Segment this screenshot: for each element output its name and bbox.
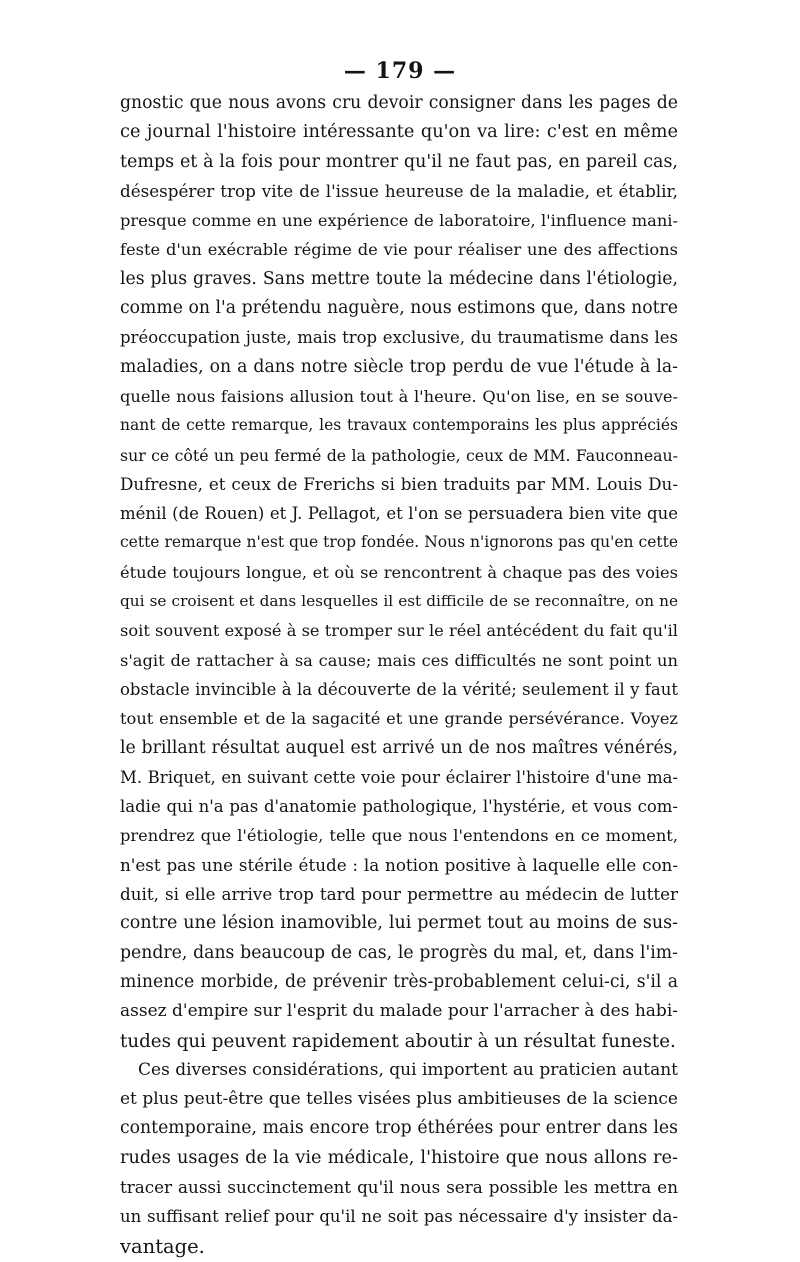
- text-line: préoccupation juste, mais trop exclusive, du traumatisme dans les: [120, 328, 678, 348]
- text-line: tracer aussi succinctement qu'il nous sera possible les mettra en: [120, 1176, 678, 1197]
- text-line: cette remarque n'est que trop fondée. Nous n'ignorons pas qu'en cette: [120, 533, 678, 552]
- text-line: maladies, on a dans notre siècle trop perdu de vue l'étude à la-: [120, 356, 678, 377]
- text-line: ménil (de Rouen) et J. Pellagot, et l'on se persuadera bien vite que: [120, 504, 678, 524]
- text-line: contemporaine, mais encore trop éthérées pour entrer dans les: [120, 1118, 678, 1139]
- text-line: qui se croisent et dans lesquelles il est difficile de se reconnaître, on ne: [120, 592, 678, 611]
- text-line: étude toujours longue, et où se rencontrent à chaque pas des voies: [120, 562, 678, 582]
- text-line: gnostic que nous avons cru devoir consigner dans les pages de: [120, 93, 678, 113]
- text-line: désespérer trop vite de l'issue heureuse de la maladie, et établir,: [120, 180, 678, 201]
- text-line: n'est pas une stérile étude : la notion positive à laquelle elle con-: [120, 854, 678, 875]
- text-line: presque comme en une expérience de laboratoire, l'influence mani-: [120, 211, 678, 231]
- text-line: s'agit de rattacher à sa cause; mais ces difficultés ne sont point un: [120, 650, 678, 670]
- page-number: — 179 —: [343, 58, 457, 84]
- text-line: ladie qui n'a pas d'anatomie pathologique, l'hystérie, et vous com-: [120, 797, 678, 817]
- text-line: ce journal l'histoire intéressante qu'on va lire: c'est en même: [120, 122, 678, 143]
- text-line: Ces diverses considérations, qui importent au praticien autant: [138, 1059, 678, 1080]
- text-line: tout ensemble et de la sagacité et une grande persévérance. Voyez: [120, 709, 678, 729]
- text-line: duit, si elle arrive trop tard pour permettre au médecin de lutter: [120, 884, 678, 905]
- text-line: prendrez que l'étiologie, telle que nous l'entendons en ce moment,: [120, 826, 678, 846]
- text-line: obstacle invincible à la découverte de la vérité; seulement il y faut: [120, 679, 678, 699]
- text-line: contre une lésion inamovible, lui permet tout au moins de sus-: [120, 913, 678, 934]
- text-line: et plus peut-être que telles visées plus ambitieuses de la science: [120, 1089, 678, 1110]
- text-line: un suffisant relief pour qu'il ne soit pas nécessaire d'y insister da-: [120, 1207, 678, 1227]
- text-line: assez d'empire sur l'esprit du malade pour l'arracher à des habi-: [120, 1001, 678, 1022]
- text-line: vantage.: [120, 1234, 205, 1258]
- text-line: comme on l'a prétendu naguère, nous estimons que, dans notre: [120, 298, 678, 319]
- text-line: soit souvent exposé à se tromper sur le réel antécédent du fait qu'il: [120, 621, 678, 641]
- body-text: [120, 89, 678, 1261]
- text-line: nant de cette remarque, les travaux contemporains les plus appréciés: [120, 416, 678, 435]
- text-line: minence morbide, de prévenir très-probablement celui-ci, s'il a: [120, 971, 678, 992]
- text-line: rudes usages de la vie médicale, l'histoire que nous allons re-: [120, 1147, 678, 1168]
- text-line: quelle nous faisions allusion tout à l'heure. Qu'on lise, en se souve-: [120, 386, 678, 406]
- text-line: M. Briquet, en suivant cette voie pour éclairer l'histoire d'une ma-: [120, 767, 678, 787]
- text-line: temps et à la fois pour montrer qu'il ne faut pas, en pareil cas,: [120, 151, 678, 172]
- text-line: le brillant résultat auquel est arrivé un de nos maîtres vénérés,: [120, 737, 678, 758]
- text-line: Dufresne, et ceux de Frerichs si bien traduits par MM. Louis Du-: [120, 473, 678, 494]
- text-line: les plus graves. Sans mettre toute la médecine dans l'étiologie,: [120, 268, 678, 289]
- text-line: pendre, dans beaucoup de cas, le progrès du mal, et, dans l'im-: [120, 942, 678, 963]
- text-line: sur ce côté un peu fermé de la pathologie, ceux de MM. Fauconneau-: [120, 445, 678, 465]
- text-line: feste d'un exécrable régime de vie pour réaliser une des affections: [120, 240, 678, 260]
- text-line: tudes qui peuvent rapidement aboutir à un résultat funeste.: [120, 1030, 676, 1052]
